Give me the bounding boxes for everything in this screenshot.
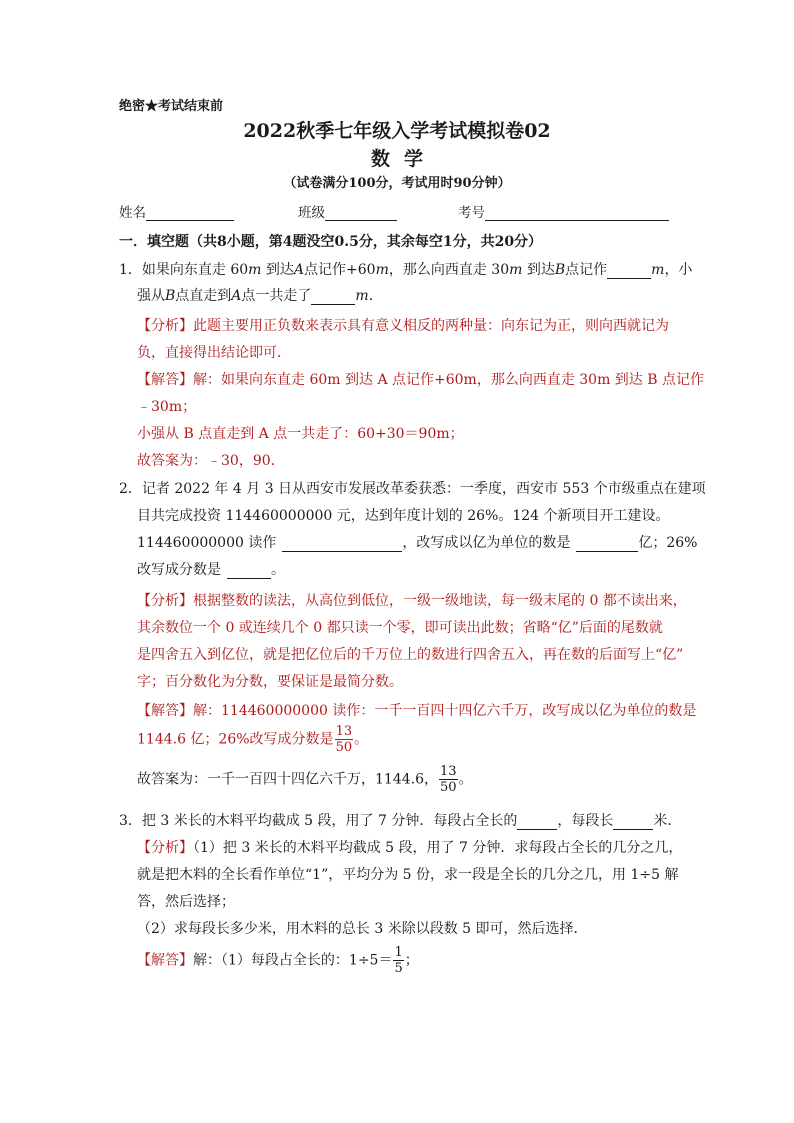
- q2-analysis-2: 其余数位一个 0 或连续几个 0 都只读一个零，即可读出此数；省略“亿”后面的尾数就: [137, 620, 663, 636]
- subject-title: 数学: [370, 148, 437, 170]
- class-label: 班级: [298, 205, 325, 221]
- q1-blank-2: [311, 290, 355, 305]
- q1-text: ，小: [664, 262, 693, 278]
- q2-answer-1: [137, 700, 696, 720]
- q1-blank-1: [607, 264, 651, 279]
- q3-text: 3．把 3 米长的木料平均截成 5 段，用了 7 分钟．每段占全长的: [119, 813, 518, 829]
- q1-answer-4: 故答案为：﹣30，90．: [137, 453, 285, 469]
- answer-tag: 【解答】: [137, 372, 193, 388]
- section-title: 一．填空题（共8小题，第4题没空0.5分，其余每空1分，共20分）: [119, 234, 543, 250]
- q1-text: 到达: [522, 262, 555, 278]
- q1-unit: m: [355, 288, 369, 304]
- analysis-text: 根据整数的读法，从高位到低位，一级一级地读，每一级末尾的 0 都不读出来，: [193, 593, 687, 609]
- answer-text: 。: [354, 731, 369, 748]
- q2-answer-3: [137, 764, 473, 795]
- q1-unit: m: [248, 262, 262, 278]
- q1-text: ，那么向西直走 30: [388, 262, 510, 278]
- analysis-text: 此题主要用正负数来表示具有意义相反的两种量：向东记为正，则向西就记为: [193, 318, 669, 334]
- q1-analysis-1: [137, 315, 669, 335]
- q3-text: 米．: [653, 813, 682, 829]
- q2-text: 。: [271, 562, 285, 578]
- q2-analysis-4: 字；百分数化为分数，要保证是最简分数。: [137, 674, 403, 690]
- q1-answer-3: 小强从 B 点直走到 A 点一共走了：60+30＝90m；: [137, 426, 464, 442]
- analysis-tag: 【分析】: [137, 318, 193, 334]
- q1-answer-1: [137, 369, 704, 389]
- q3-analysis-1: [137, 837, 682, 857]
- name-blank: [146, 206, 234, 221]
- q3-line-1: [119, 810, 681, 830]
- fraction-numerator: 13: [440, 764, 457, 779]
- q2-blank-3: [227, 564, 271, 579]
- q1-unit: m: [375, 262, 389, 278]
- q1-text: 点记作: [565, 262, 608, 278]
- id-blank: [485, 206, 669, 221]
- q3-text: ，每段长: [557, 813, 614, 829]
- secret-label: 绝密★考试结束前: [119, 99, 224, 114]
- q3-answer-1: [137, 945, 419, 976]
- q1-text: 到达: [261, 262, 294, 278]
- q1-text: 1．如果向东直走 60: [119, 262, 249, 278]
- q2-blank-2: [576, 537, 638, 552]
- fraction-denominator: 5: [394, 961, 403, 976]
- analysis-tag: 【分析】: [137, 840, 193, 856]
- fraction: [439, 764, 458, 795]
- analysis-tag: 【分析】: [137, 593, 193, 609]
- q2-line-2: 目共完成投资 114460000000 元，达到年度计划的 26%。124 个新项目开工建设。: [137, 508, 670, 524]
- fraction: [393, 945, 403, 976]
- q3-analysis-2: 就是把木料的全长看作单位“1”，平均分为 5 份，求一段是全长的几分之几，用 1÷5 解: [137, 867, 679, 883]
- q2-analysis-1: [137, 590, 687, 610]
- q1-text: ．: [368, 288, 383, 304]
- name-field: [119, 201, 234, 221]
- answer-text: ；: [404, 952, 419, 969]
- class-field: [298, 201, 397, 221]
- q1-text: 强从: [137, 288, 165, 304]
- fraction-numerator: 1: [394, 945, 403, 960]
- q1-line-2: [137, 285, 383, 305]
- q1-point: B: [554, 262, 566, 278]
- q2-text: 改写成分数是: [137, 562, 221, 578]
- answer-text: 解：如果向东直走 60m 到达 A 点记作+60m，那么向西直走 30m 到达 B 点记作: [193, 372, 704, 388]
- fraction-denominator: 50: [335, 740, 353, 755]
- q1-answer-2: ﹣30m；: [137, 399, 197, 415]
- fraction: [335, 724, 354, 755]
- q3-blank-2: [613, 815, 653, 830]
- answer-text: 解：（1）每段占全长的：1÷5＝: [193, 952, 393, 969]
- q3-analysis-3: 答，然后选择；: [137, 894, 235, 910]
- q2-text: ，改写成以亿为单位的数是: [402, 535, 571, 551]
- q1-point: A: [293, 262, 305, 278]
- answer-text: 。: [458, 771, 473, 788]
- q2-answer-2: [137, 724, 368, 755]
- q2-analysis-3: 是四舍五入到亿位，就是把亿位后的千万位上的数进行四舍五入，再在数的后面写上“亿”: [137, 647, 684, 663]
- q3-blank-1: [517, 815, 557, 830]
- answer-text: 1144.6 亿；26%改写成分数是: [137, 731, 334, 748]
- q2-line-1: 2．记者 2022 年 4 月 3 日从西安市发展改革委获悉：一季度，西安市 553 个市级重点在建项: [119, 481, 706, 497]
- q1-text: 点一共走了: [241, 288, 312, 304]
- exam-note: （试卷满分100分，考试用时90分钟）: [283, 176, 511, 191]
- q1-text: 点记作+60: [304, 262, 376, 278]
- q2-line-4: [137, 559, 285, 579]
- answer-text: 故答案为：一千一百四十四亿六千万，1144.6，: [137, 771, 438, 788]
- answer-text: 解：114460000000 读作：一千一百四十四亿六千万，改写成以亿为单位的数是: [193, 703, 697, 719]
- answer-tag: 【解答】: [137, 703, 193, 719]
- q2-blank-1: [282, 537, 402, 552]
- fraction-numerator: 13: [335, 724, 353, 739]
- name-label: 姓名: [119, 205, 146, 221]
- exam-title: 2022秋季七年级入学考试模拟卷02: [243, 120, 551, 142]
- fraction-denominator: 50: [440, 780, 457, 795]
- id-label: 考号: [458, 205, 485, 221]
- class-blank: [325, 206, 397, 221]
- q1-unit: m: [509, 262, 523, 278]
- q1-point: B: [165, 288, 176, 304]
- q2-text: 114460000000 读作: [137, 535, 277, 551]
- q1-point: A: [231, 288, 242, 304]
- q2-text: 亿；26%: [638, 535, 698, 551]
- analysis-text: （1）把 3 米长的木料平均截成 5 段，用了 7 分钟．求每段占全长的几分之几，: [193, 840, 683, 856]
- q1-unit: m: [651, 262, 665, 278]
- id-field: [458, 201, 669, 221]
- q3-analysis-4: （2）求每段长多少米，用木料的总长 3 米除以段数 5 即可，然后选择．: [137, 921, 588, 937]
- q1-text: 点直走到: [175, 288, 232, 304]
- q1-line-1: [119, 259, 692, 279]
- q1-analysis-2: 负，直接得出结论即可．: [137, 345, 291, 361]
- q2-line-3: [137, 532, 697, 552]
- answer-tag: 【解答】: [137, 952, 193, 969]
